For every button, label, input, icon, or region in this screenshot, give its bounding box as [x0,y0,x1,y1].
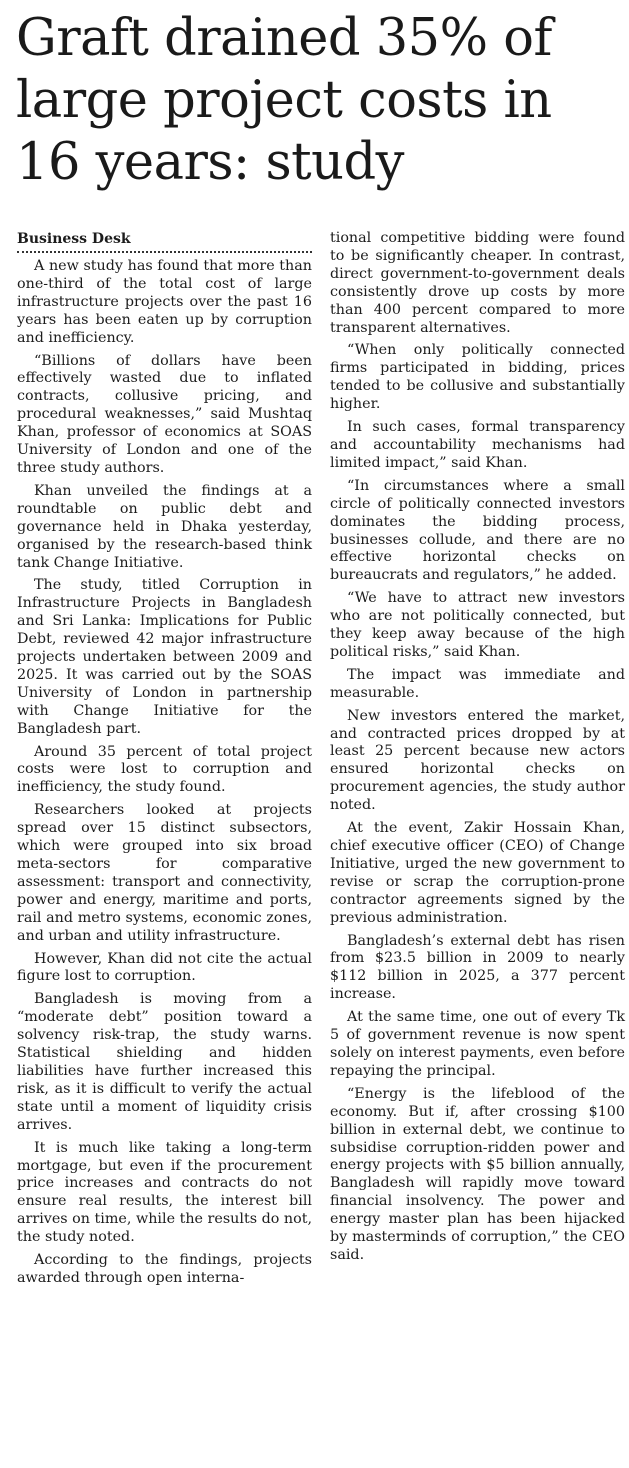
paragraph-continuation: tional competitive bidding were found to be significantly cheaper. In contrast, direct government-to-government deals consistently drove up costs by more than 400 percent compared to more transparent alternatives. [330,230,625,336]
paragraph: “In circumstances where a small circle of politically connected investors dominates the bidding process, businesses collude, and there are no effective horizontal checks on bureaucrats and regulators,” he added. [330,477,625,584]
article-column-left [17,231,312,1293]
paragraph: “Billions of dollars have been effectively wasted due to inflated contracts, collusive pricing, and procedural weaknesses,” said Mushtaq Khan, professor of economics at SOAS University of London and one of the three study authors. [17,352,312,476]
paragraph: Khan unveiled the findings at a roundtable on public debt and governance held in Dhaka yesterday, organised by the research-based think tank Change Initiative. [17,482,312,571]
paragraph: Bangladesh is moving from a “moderate debt” position toward a solvency risk-trap, the study warns. Statistical shielding and hidden liabilities have further increased this risk, as it is difficult to verify the actual state until a moment of liquidity crisis arrives. [17,991,312,1133]
paragraph: “When only politically connected firms participated in bidding, prices tended to be collusive and substantially higher. [330,342,625,413]
paragraph: In such cases, formal transparency and accountability mechanisms had limited impact,” said Khan. [330,419,625,471]
article-column-right [330,230,625,1270]
headline: Graft drained 35% of large project costs in 16 years: study [16,9,552,192]
byline: Business Desk [17,231,312,253]
paragraph: A new study has found that more than one-third of the total cost of large infrastructure projects over the past 16 years has been eaten up by corruption and inefficiency. [17,258,312,346]
paragraph: However, Khan did not cite the actual figure lost to corruption. [17,950,312,985]
paragraph: “Energy is the lifeblood of the economy. But if, after crossing $100 billion in external debt, we continue to subsidise corruption-ridden power and energy projects with $5 billion annually, Bangladesh will rapidly move toward financial insolvency. The power and energy master plan has been hijacked by masterminds of corruption,” the CEO said. [330,1085,625,1263]
paragraph: According to the findings, projects awarded through open interna- [17,1252,312,1286]
paragraph: “We have to attract new investors who are not politically connected, but they keep away because of the high political risks,” said Khan. [330,590,625,660]
paragraph: At the same time, one out of every Tk 5 of government revenue is now spent solely on interest payments, even before repaying the principal. [330,1009,625,1079]
paragraph: Bangladesh’s external debt has risen from $23.5 billion in 2009 to nearly $112 billion in 2025, a 377 percent increase. [330,932,625,1003]
paragraph: At the event, Zakir Hossain Khan, chief executive officer (CEO) of Change Initiative, urged the new government to revise or scrap the corruption-prone contractor agreements signed by the previous administration. [330,820,625,926]
paragraph: It is much like taking a long-term mortgage, but even if the procurement price increases and contracts do not ensure real results, the interest bill arrives on time, while the results do not, the study noted. [17,1139,312,1246]
paragraph: Around 35 percent of total project costs were lost to corruption and inefficiency, the study found. [17,743,312,796]
paragraph: New investors entered the market, and contracted prices dropped by at least 25 percent because new actors ensured horizontal checks on procurement agencies, the study author noted. [330,707,625,814]
paragraph: The impact was immediate and measurable. [330,666,625,701]
paragraph: Researchers looked at projects spread over 15 distinct subsectors, which were grouped into six broad meta-sectors for comparative assessment: transport and connectivity, power and energy, maritime and ports, rail and metro systems, economic zones, and urban and utility infrastructure. [17,802,312,944]
paragraph: The study, titled Corruption in Infrastructure Projects in Bangladesh and Sri Lanka: Implications for Public Debt, reviewed 42 major infrastructure projects undertaken between 2009 and 2025. It was carried out by the SOAS University of London in partnership with Change Initiative for the Bangladesh part. [17,577,312,737]
